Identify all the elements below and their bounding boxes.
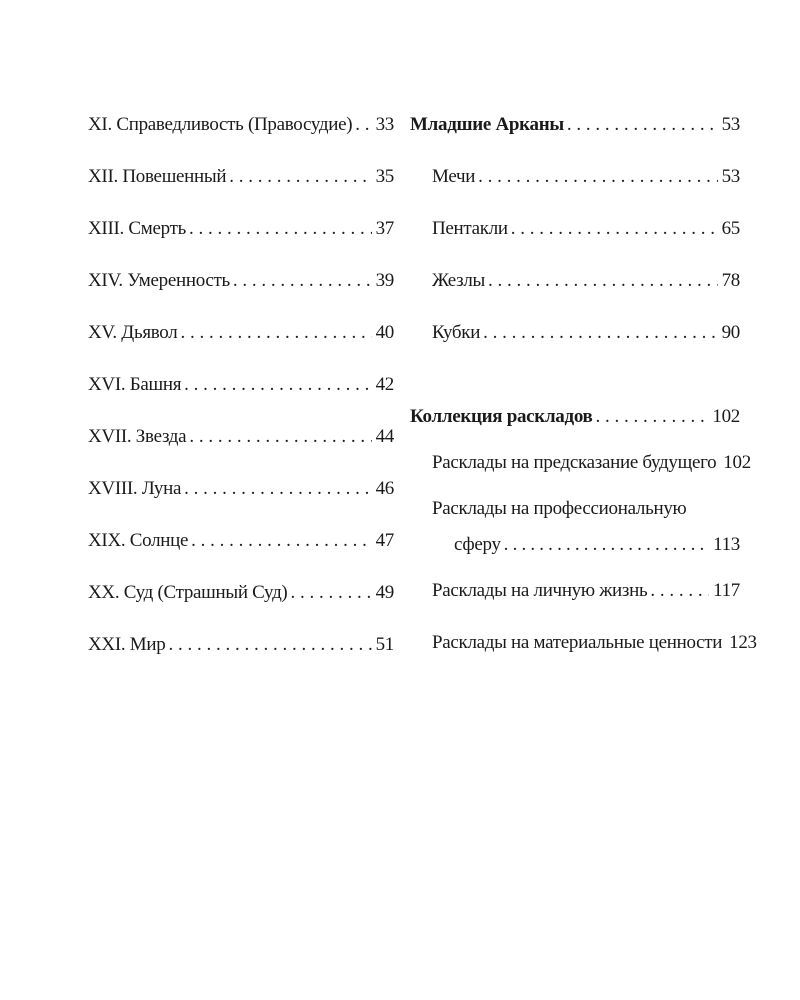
toc-entry-title: Кубки xyxy=(432,322,481,343)
toc-entry-page: 47 xyxy=(375,530,394,551)
toc-entry-page: 90 xyxy=(721,322,740,343)
toc-entry-title: XI. Справедливость (Правосудие) xyxy=(88,114,353,135)
toc-entry-title: Пентакли xyxy=(432,218,508,239)
toc-section-title: Младшие Арканы xyxy=(410,114,564,135)
leader-dots xyxy=(567,112,718,138)
toc-section-title: Коллекция раскладов xyxy=(410,406,593,427)
toc-entry xyxy=(410,578,740,604)
toc-entry-page: 123 xyxy=(729,632,757,653)
toc-entry-page: 65 xyxy=(721,218,740,239)
toc-entry-title: XII. Повешенный xyxy=(88,166,227,187)
toc-entry-page: 51 xyxy=(375,634,394,655)
toc-entry-page: 78 xyxy=(721,270,740,291)
toc-entry-title: Расклады на личную жизнь xyxy=(432,580,648,601)
toc-entry xyxy=(410,450,751,476)
leader-dots xyxy=(290,580,371,606)
toc-entry-title: Мечи xyxy=(432,166,476,187)
toc-entry-page: 46 xyxy=(375,478,394,499)
toc-entry-title: Расклады на материальные ценности xyxy=(432,632,723,653)
toc-entry xyxy=(88,632,394,658)
toc-entry-title: XVII. Звезда xyxy=(88,426,187,447)
leader-dots xyxy=(504,532,709,558)
toc-entry xyxy=(410,320,740,346)
toc-entry-title: XVIII. Луна xyxy=(88,478,182,499)
leader-dots xyxy=(189,424,371,450)
toc-entry xyxy=(88,268,394,294)
toc-right-column xyxy=(410,112,757,656)
leader-dots xyxy=(478,164,717,190)
toc-entry-title: XIV. Умеренность xyxy=(88,270,230,291)
toc-section-spreads xyxy=(410,404,740,430)
leader-dots xyxy=(191,528,371,554)
toc-entry-page: 37 xyxy=(375,218,394,239)
toc-entry-title-line2: сферу xyxy=(454,534,501,555)
toc-section-page: 53 xyxy=(721,114,740,135)
toc-entry xyxy=(88,216,394,242)
toc-left-column xyxy=(88,112,394,684)
toc-entry-title: XIX. Солнце xyxy=(88,530,189,551)
leader-dots xyxy=(180,320,371,346)
toc-entry xyxy=(88,476,394,502)
toc-section-minor-arcana xyxy=(410,112,740,138)
toc-entry-page: 113 xyxy=(713,534,740,555)
leader-dots xyxy=(184,476,371,502)
toc-entry-page: 102 xyxy=(723,452,751,473)
leader-dots xyxy=(488,268,718,294)
toc-section-page: 102 xyxy=(712,406,740,427)
toc-entry-line2 xyxy=(432,532,740,558)
toc-entry xyxy=(410,630,757,656)
leader-dots xyxy=(229,164,371,190)
toc-entry-title: XVI. Башня xyxy=(88,374,182,395)
toc-entry-multiline xyxy=(410,496,740,558)
leader-dots xyxy=(511,216,718,242)
toc-entry xyxy=(88,372,394,398)
toc-entry-title: Расклады на предсказание будущего xyxy=(432,452,717,473)
toc-entry-page: 33 xyxy=(375,114,394,135)
toc-entry xyxy=(88,424,394,450)
leader-dots xyxy=(189,216,372,242)
toc-entry-page: 44 xyxy=(375,426,394,447)
toc-entry-page: 40 xyxy=(375,322,394,343)
toc-entry-page: 35 xyxy=(375,166,394,187)
leader-dots xyxy=(355,112,371,138)
toc-entry xyxy=(88,320,394,346)
toc-entry xyxy=(88,528,394,554)
toc-entry-page: 117 xyxy=(713,580,740,601)
toc-entry-title: Жезлы xyxy=(432,270,485,291)
toc-entry-title: XV. Дьявол xyxy=(88,322,178,343)
leader-dots xyxy=(233,268,372,294)
toc-entry xyxy=(410,164,740,190)
leader-dots xyxy=(483,320,718,346)
toc-entry xyxy=(410,268,740,294)
toc-entry-title: XXI. Мир xyxy=(88,634,166,655)
toc-entry-title: XX. Суд (Страшный Суд) xyxy=(88,582,288,603)
toc-entry-title: XIII. Смерть xyxy=(88,218,186,239)
leader-dots xyxy=(650,578,709,604)
toc-entry-page: 49 xyxy=(375,582,394,603)
toc-entry-title-line1: Расклады на профессиональную xyxy=(432,498,687,519)
toc-entry xyxy=(410,216,740,242)
toc-entry-page: 39 xyxy=(375,270,394,291)
leader-dots xyxy=(184,372,371,398)
leader-dots xyxy=(168,632,371,658)
toc-entry-page: 42 xyxy=(375,374,394,395)
leader-dots xyxy=(596,404,709,430)
toc-entry xyxy=(88,112,394,138)
toc-entry xyxy=(88,164,394,190)
toc-entry-page: 53 xyxy=(721,166,740,187)
toc-entry xyxy=(88,580,394,606)
